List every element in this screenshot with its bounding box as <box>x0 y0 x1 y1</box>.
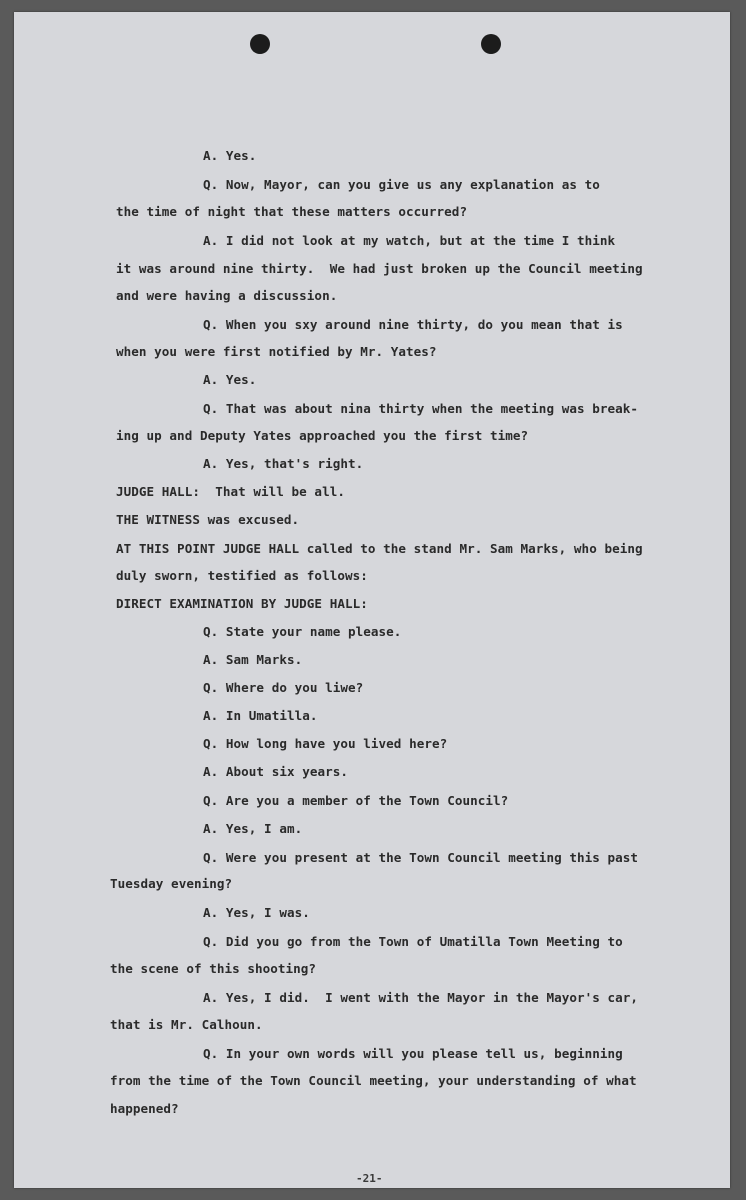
text-line: JUDGE HALL: That will be all. <box>116 484 345 499</box>
document-page <box>14 12 730 1188</box>
text-line: A. Sam Marks. <box>203 652 303 667</box>
text-line: Q. State your name please. <box>203 624 402 639</box>
text-line: when you were first notified by Mr. Yates? <box>116 344 437 359</box>
text-line: the scene of this shooting? <box>110 961 317 976</box>
text-line: A. Yes, I was. <box>203 905 310 920</box>
text-line: duly sworn, testified as follows: <box>116 568 368 583</box>
text-line: ing up and Deputy Yates approached you the first time? <box>116 428 529 443</box>
text-line: A. Yes, I did. I went with the Mayor in the Mayor's car, <box>203 990 639 1005</box>
text-line: Q. How long have you lived here? <box>203 736 448 751</box>
text-line: Tuesday evening? <box>110 876 233 891</box>
text-line: A. Yes, that's right. <box>203 456 364 471</box>
page-number: -21- <box>356 1172 383 1185</box>
text-line: A. Yes. <box>203 372 257 387</box>
punch-hole-left <box>250 34 270 54</box>
text-line: Q. Where do you liwe? <box>203 680 364 695</box>
text-line: that is Mr. Calhoun. <box>110 1017 263 1032</box>
text-line: the time of night that these matters occurred? <box>116 204 468 219</box>
punch-hole-right <box>481 34 501 54</box>
text-line: THE WITNESS was excused. <box>116 512 300 527</box>
text-line: from the time of the Town Council meeting, your understanding of what <box>110 1073 637 1088</box>
text-line: Q. Now, Mayor, can you give us any explanation as to <box>203 177 600 192</box>
text-line: DIRECT EXAMINATION BY JUDGE HALL: <box>116 596 368 611</box>
text-line: happened? <box>110 1101 179 1116</box>
text-line: Q. Were you present at the Town Council meeting this past <box>203 850 639 865</box>
text-line: Q. That was about nina thirty when the meeting was break- <box>203 401 639 416</box>
text-line: A. Yes. <box>203 148 257 163</box>
text-line: A. I did not look at my watch, but at the time I think <box>203 233 616 248</box>
text-line: A. About six years. <box>203 764 349 779</box>
text-line: AT THIS POINT JUDGE HALL called to the stand Mr. Sam Marks, who being <box>116 541 643 556</box>
text-line: A. Yes, I am. <box>203 821 303 836</box>
text-line: Q. Did you go from the Town of Umatilla Town Meeting to <box>203 934 623 949</box>
text-line: it was around nine thirty. We had just broken up the Council meeting <box>116 261 643 276</box>
text-line: A. In Umatilla. <box>203 708 318 723</box>
text-line: and were having a discussion. <box>116 288 338 303</box>
text-line: Q. In your own words will you please tell us, beginning <box>203 1046 623 1061</box>
text-line: Q. Are you a member of the Town Council? <box>203 793 509 808</box>
text-line: Q. When you sxy around nine thirty, do you mean that is <box>203 317 623 332</box>
